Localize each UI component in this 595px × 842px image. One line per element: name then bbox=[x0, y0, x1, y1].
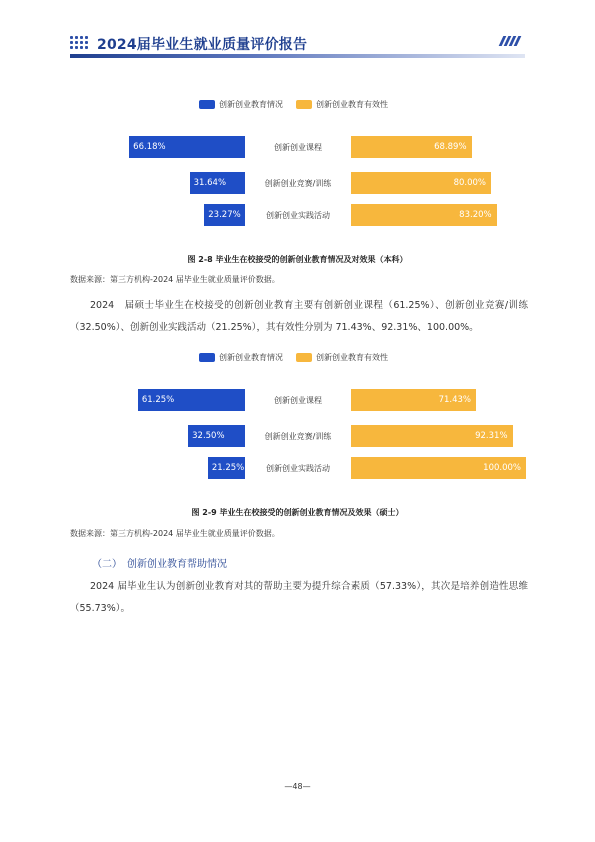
bar-blue bbox=[129, 136, 245, 158]
body-paragraph: 2024 届毕业生认为创新创业教育对其的帮助主要为提升综合素质（57.33%），其次是培养创造性思维（55.73%）。 bbox=[70, 581, 528, 614]
data-label: 92.31% bbox=[475, 431, 508, 441]
page-number: —48— bbox=[284, 782, 311, 791]
data-label: 21.25% bbox=[211, 463, 245, 473]
data-label: 83.20% bbox=[459, 210, 492, 220]
bar-blue bbox=[190, 172, 245, 194]
legend-swatch-blue bbox=[199, 100, 215, 109]
chart-legend bbox=[0, 98, 595, 112]
legend-swatch-orange bbox=[296, 100, 312, 109]
section-heading: （二） 创新创业教育帮助情况 bbox=[92, 559, 227, 570]
figure-caption: 图 2-8 毕业生在校接受的创新创业教育情况及对效果（本科） bbox=[187, 255, 408, 264]
bar-orange bbox=[351, 172, 491, 194]
data-label: 100.00% bbox=[483, 463, 521, 473]
category-label: 创新创业实践活动 bbox=[266, 210, 330, 220]
data-source-note: 数据来源：第三方机构-2024 届毕业生就业质量评价数据。 bbox=[70, 529, 280, 538]
legend-label: 创新创业教育情况 bbox=[219, 100, 283, 109]
category-label: 创新创业课程 bbox=[274, 395, 322, 405]
category-label: 创新创业竞赛/训练 bbox=[264, 178, 332, 188]
body-paragraph: 2024 届硕士毕业生在校接受的创新创业教育主要有创新创业课程（61.25%）、创新创业竞赛/训练（32.50%）、创新创业实践活动（21.25%），其有效性分别为 71.43%、92.31%、100.00%。 bbox=[70, 300, 528, 333]
bar-orange bbox=[351, 204, 497, 226]
category-label: 创新创业竞赛/训练 bbox=[264, 431, 332, 441]
stripes-decoration-icon bbox=[501, 36, 521, 46]
chart-undergraduate bbox=[0, 98, 595, 248]
bar-orange bbox=[351, 136, 472, 158]
data-label: 31.64% bbox=[193, 178, 227, 188]
bar-blue bbox=[138, 389, 245, 411]
chart-legend bbox=[0, 351, 595, 365]
page-header bbox=[70, 32, 525, 58]
data-label: 68.89% bbox=[434, 142, 467, 152]
chart-master bbox=[0, 351, 595, 501]
data-label: 32.50% bbox=[192, 431, 225, 441]
report-title: 2024届毕业生就业质量评价报告 bbox=[97, 37, 308, 53]
category-label: 创新创业课程 bbox=[274, 142, 322, 152]
data-label: 61.25% bbox=[141, 395, 175, 405]
bar-blue bbox=[188, 425, 245, 447]
figure-caption: 图 2-9 毕业生在校接受的创新创业教育情况及效果（硕士） bbox=[191, 508, 404, 517]
legend-label: 创新创业教育有效性 bbox=[316, 100, 388, 109]
dots-decoration-icon bbox=[70, 36, 92, 50]
data-source-note: 数据来源：第三方机构-2024 届毕业生就业质量评价数据。 bbox=[70, 275, 280, 284]
bar-orange bbox=[351, 425, 513, 447]
header-rule bbox=[70, 54, 525, 58]
category-label: 创新创业实践活动 bbox=[266, 463, 330, 473]
bar-blue bbox=[204, 204, 245, 226]
data-label: 71.43% bbox=[438, 395, 471, 405]
legend-swatch-blue bbox=[199, 353, 215, 362]
data-label: 23.27% bbox=[208, 210, 241, 220]
bar-blue bbox=[208, 457, 245, 479]
data-label: 66.18% bbox=[133, 142, 166, 152]
legend-label: 创新创业教育情况 bbox=[219, 353, 283, 362]
legend-swatch-orange bbox=[296, 353, 312, 362]
data-label: 80.00% bbox=[453, 178, 486, 188]
bar-orange bbox=[351, 389, 476, 411]
legend-label: 创新创业教育有效性 bbox=[316, 353, 388, 362]
bar-orange bbox=[351, 457, 526, 479]
